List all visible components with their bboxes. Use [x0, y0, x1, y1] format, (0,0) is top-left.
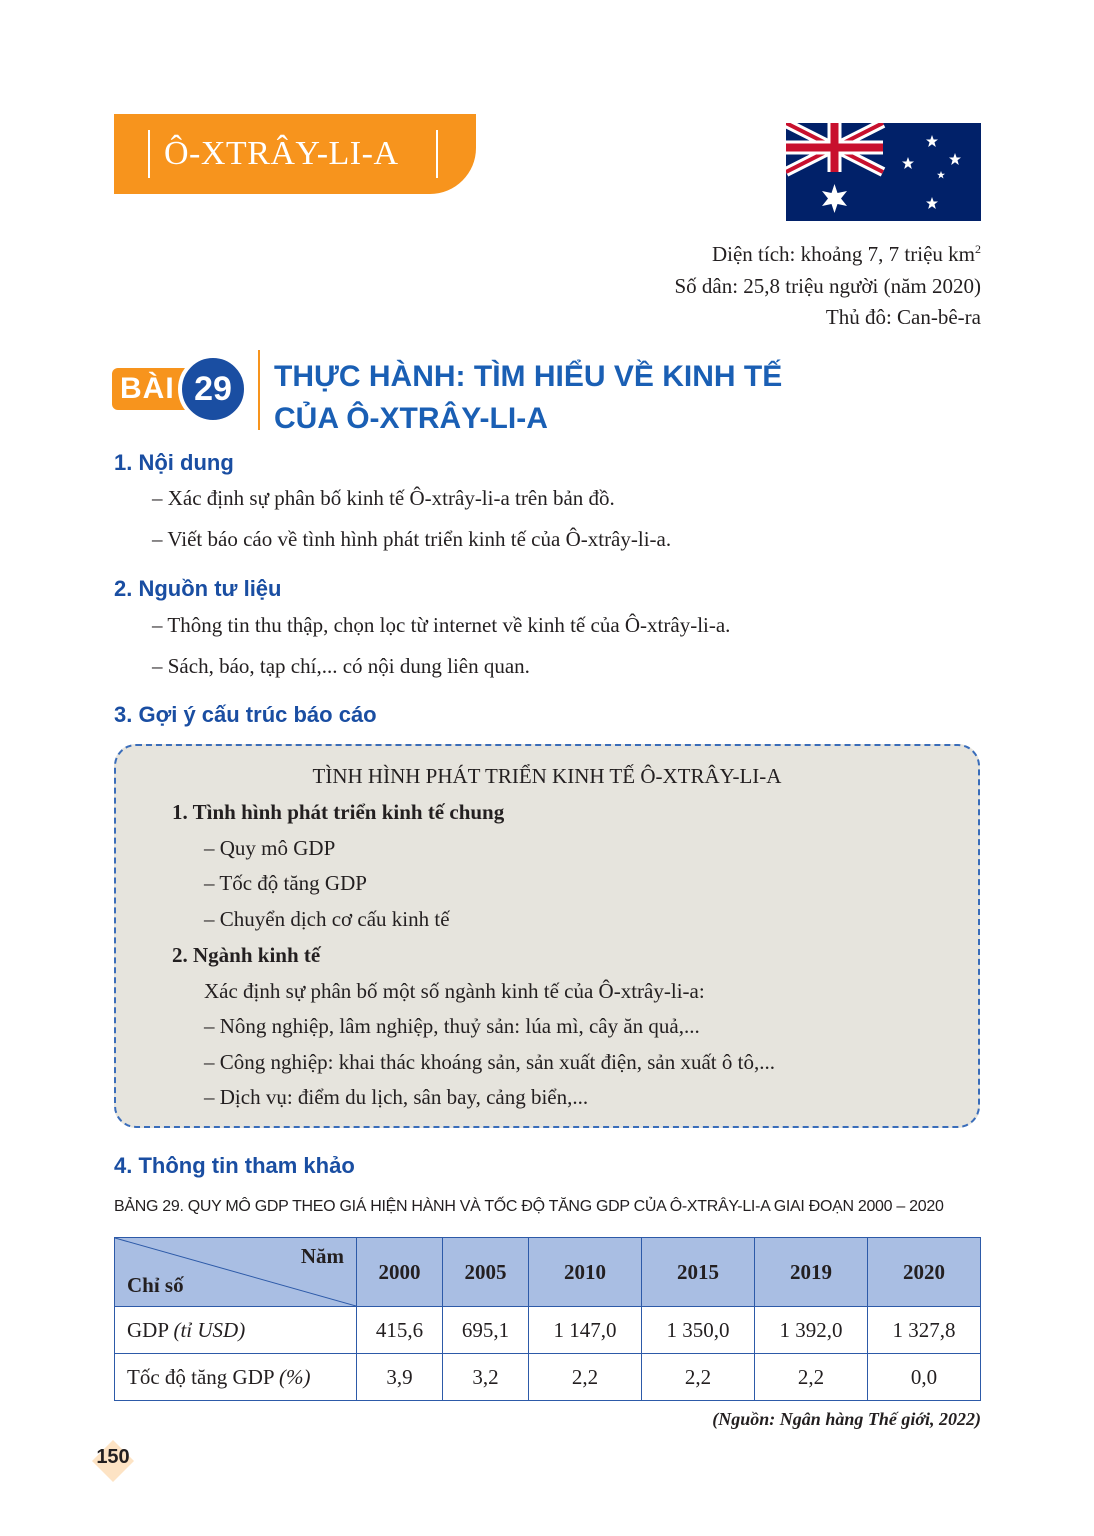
list-item: – Chuyển dịch cơ cấu kinh tế	[204, 907, 450, 931]
list-item: – Công nghiệp: khai thác khoáng sản, sản xuất điện, sản xuất ô tô,...	[204, 1050, 775, 1074]
row-label-text: GDP	[127, 1317, 174, 1342]
list-item: – Viết báo cáo về tình hình phát triển kinh tế của Ô-xtrây-li-a.	[152, 527, 672, 551]
country-facts	[674, 234, 981, 334]
area-fact	[674, 234, 981, 271]
table-cell: 3,9	[357, 1354, 443, 1401]
area-unit-superscript: 2	[975, 242, 981, 256]
country-banner	[114, 114, 476, 194]
lesson-title-line2: CỦA Ô-XTRÂY-LI-A	[274, 402, 548, 435]
report-title: TÌNH HÌNH PHÁT TRIỂN KINH TẾ Ô-XTRÂY-LI-A	[312, 764, 782, 788]
table-cell: 695,1	[443, 1307, 529, 1354]
table-header-row	[115, 1238, 981, 1307]
corner-indicator-label: Chỉ số	[127, 1273, 184, 1297]
section-heading-reference: 4. Thông tin tham khảo	[114, 1153, 355, 1178]
country-title: Ô-XTRÂY-LI-A	[164, 135, 399, 172]
row-label-gdp	[115, 1307, 357, 1354]
lesson-label: BÀI	[112, 368, 192, 410]
lesson-divider	[258, 350, 260, 430]
year-header: 2005	[443, 1238, 529, 1307]
table-cell: 1 350,0	[642, 1307, 755, 1354]
area-text: Diện tích: khoảng 7, 7 triệu km	[711, 242, 975, 266]
list-item: – Thông tin thu thập, chọn lọc từ internet về kinh tế của Ô-xtrây-li-a.	[152, 613, 731, 637]
list-item: – Tốc độ tăng GDP	[204, 871, 367, 895]
year-header: 2000	[357, 1238, 443, 1307]
table-cell: 2,2	[755, 1354, 868, 1401]
australia-flag-image	[786, 123, 981, 221]
table-cell: 0,0	[867, 1354, 980, 1401]
row-label-growth	[115, 1354, 357, 1401]
list-item: – Sách, báo, tạp chí,... có nội dung liên quan.	[152, 654, 530, 678]
list-item: – Nông nghiệp, lâm nghiệp, thuỷ sản: lúa mì, cây ăn quả,...	[204, 1014, 700, 1038]
table-cell: 2,2	[642, 1354, 755, 1401]
banner-divider-left	[148, 130, 150, 178]
corner-year-label: Năm	[300, 1244, 344, 1268]
lesson-title-line1: THỰC HÀNH: TÌM HIỂU VỀ KINH TẾ	[274, 360, 783, 393]
banner-divider-right	[436, 130, 438, 178]
row-label-text: Tốc độ tăng GDP	[127, 1364, 280, 1389]
section-heading-content: 1. Nội dung	[114, 450, 234, 475]
table-corner-cell	[115, 1238, 357, 1307]
list-item: – Quy mô GDP	[204, 836, 336, 860]
table-row	[115, 1354, 981, 1401]
year-header: 2010	[529, 1238, 642, 1307]
page-number: 150	[96, 1446, 130, 1468]
section-heading-report-structure: 3. Gợi ý cấu trúc báo cáo	[114, 702, 377, 727]
table-cell: 1 147,0	[529, 1307, 642, 1354]
year-header: 2015	[642, 1238, 755, 1307]
report-structure-box	[114, 744, 980, 1128]
lesson-number-badge: 29	[178, 354, 248, 424]
table-source: (Nguồn: Ngân hàng Thế giới, 2022)	[712, 1409, 981, 1429]
lesson-title	[274, 356, 914, 440]
gdp-table	[114, 1237, 981, 1401]
list-item: – Dịch vụ: điểm du lịch, sân bay, cảng biển,...	[204, 1085, 589, 1109]
year-header: 2019	[755, 1238, 868, 1307]
row-unit: (%)	[279, 1364, 311, 1389]
table-cell: 1 327,8	[867, 1307, 980, 1354]
table-cell: 2,2	[529, 1354, 642, 1401]
list-item: – Xác định sự phân bố kinh tế Ô-xtrây-li-a trên bản đồ.	[152, 486, 615, 510]
table-cell: 415,6	[357, 1307, 443, 1354]
report-sectors-intro: Xác định sự phân bố một số ngành kinh tế của Ô-xtrây-li-a:	[204, 979, 705, 1003]
population-fact: Số dân: 25,8 triệu người (năm 2020)	[674, 273, 981, 298]
table-cell: 1 392,0	[755, 1307, 868, 1354]
table-caption: BẢNG 29. QUY MÔ GDP THEO GIÁ HIỆN HÀNH VÀ TỐC ĐỘ TĂNG GDP CỦA Ô-XTRÂY-LI-A GIAI ĐOẠN 2000 – 2020	[114, 1198, 944, 1215]
row-unit: (tỉ USD)	[173, 1317, 246, 1342]
capital-fact: Thủ đô: Can-bê-ra	[825, 305, 981, 329]
table-cell: 3,2	[443, 1354, 529, 1401]
section-heading-sources: 2. Nguồn tư liệu	[114, 576, 282, 601]
year-header: 2020	[867, 1238, 980, 1307]
table-row	[115, 1307, 981, 1354]
report-subheading-general: 1. Tình hình phát triển kinh tế chung	[172, 800, 505, 824]
report-subheading-sectors: 2. Ngành kinh tế	[172, 943, 321, 967]
